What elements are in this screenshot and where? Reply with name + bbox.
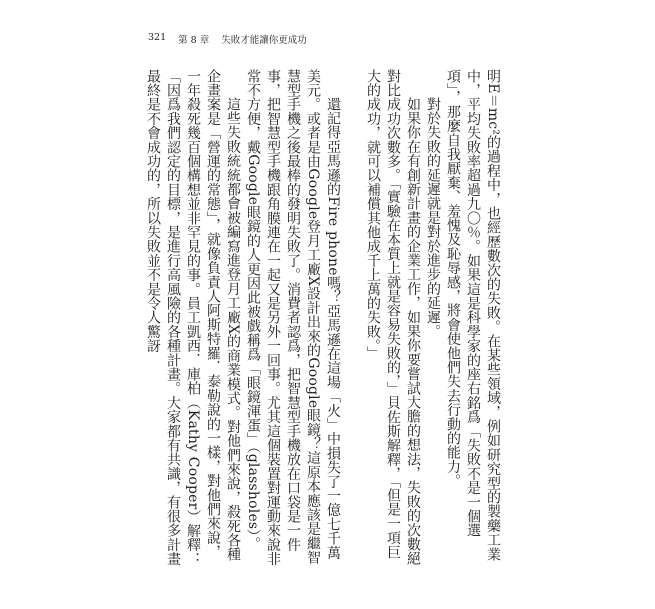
paragraph: 明E＝mc²的過程中，也經歷數次的失敗。在某些領域，例如研究型的製藥工業中，平均失敗率超過九〇％。如果這是科學家的座右銘爲「失敗不是一個選項」，那麼自我厭棄、羞愧及恥辱感，將會使他們失去行動的能力。 — [445, 69, 501, 562]
chapter-title: 失敗才能讓你更成功 — [221, 35, 307, 46]
paragraph: 這些失敗統統都會被編寫進登月工廠X的商業模式。對他們來說，殺死各種企畫案是「營運的常態」，就像負責人阿斯特羅．泰勒說的一樣，對他們來說，一年殺死幾百個構想並非罕見的事。員工凱西．庫柏（Kathy Cooper）解釋：「因爲我們認定的目標，是進行高風險的各種計畫。大家都有共識，有很多計畫最終是不會成功的，所以失敗並不是令人驚訝 — [145, 69, 241, 567]
running-header — [148, 32, 307, 46]
chapter-label: 第 8 章 — [178, 35, 210, 46]
paragraph: 還記得亞馬遜的Fire phone嗎？亞馬遜在這場「火」中損失了一億七千萬美元。或者是由Google登月工廠X設計出來的Google眼鏡？這原本應該是繼智慧型手機之後最棒的發明失敗了。消費者認爲，把智慧型手機放在口袋是一件事，把智慧型手機跟角膜連在一起又是另外一回事。尤其這個裝置對運動來說非常不方便，戴Google眼鏡的人更因此被戲稱爲「眼鏡渾蛋」（glassholes）。 — [245, 69, 341, 566]
paragraph: 對於失敗的延遲就是對於進步的延遲。 — [425, 97, 441, 339]
paragraph: 如果你在有創新計畫的企業工作，如果你要嘗試大膽的想法，失敗的次數絕對比成功次數多。「實驗在本質上就是容易失敗的，」貝佐斯解釋，「但是一項巨大的成功，就可以補償其他成千上萬的失敗。」 — [365, 69, 421, 566]
page-number: 321 — [148, 32, 167, 43]
body-text — [145, 69, 503, 569]
